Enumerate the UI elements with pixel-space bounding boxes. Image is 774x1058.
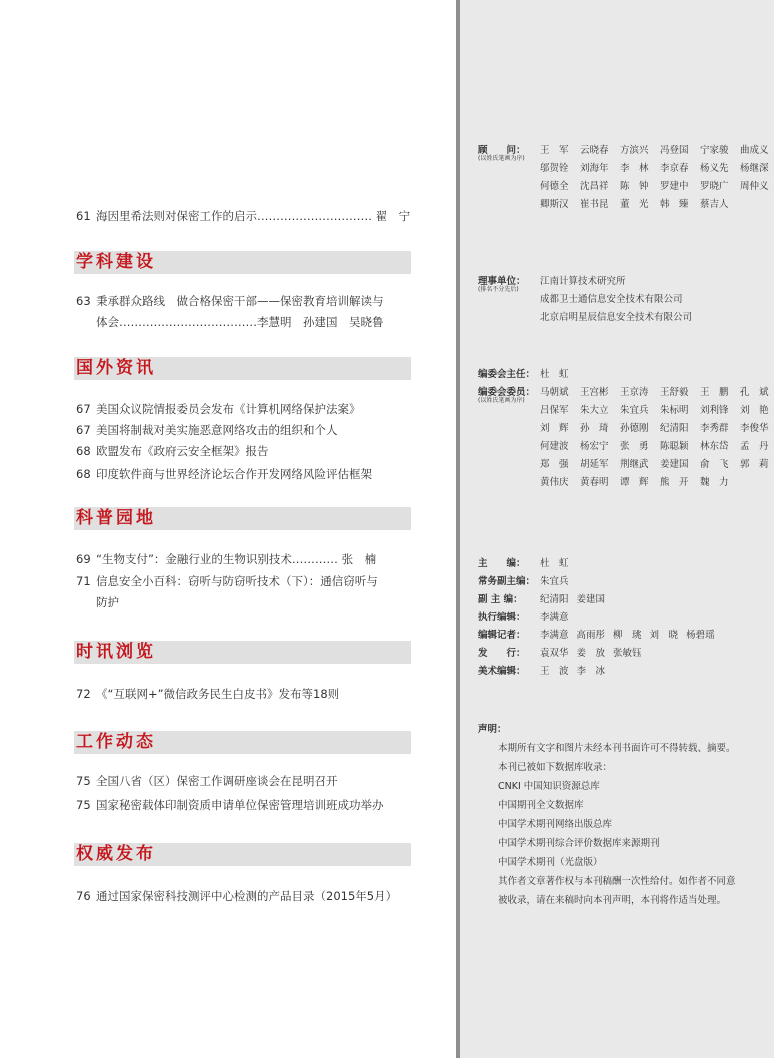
staff-names <box>540 573 774 591</box>
advisor-name: 何德全 <box>540 181 569 192</box>
notice-paragraph: 其作者文章著作权与本刊稿酬一次性给付。如作者不同意被收录，请在来稿时向本刊声明，本刊将作适当处理。 <box>498 876 736 906</box>
staff-name: 纪清阳 <box>540 594 569 605</box>
staff-name: 袁双华 <box>540 648 569 659</box>
board-members-list <box>540 384 774 492</box>
staff-row <box>478 663 774 681</box>
section-header: 国外资讯 <box>74 357 411 380</box>
staff-role-label: 常务副主编： <box>478 576 536 587</box>
advisor-name: 卿斯汉 <box>540 199 569 210</box>
advisor-name: 罗建中 <box>660 181 689 192</box>
section-header: 学科建设 <box>74 251 411 274</box>
advisor-name: 董 光 <box>620 199 649 210</box>
advisor-name: 宁家骏 <box>700 145 729 156</box>
board-member-name: 王舒毅 <box>660 387 689 398</box>
council-label: 理事单位： <box>478 276 526 287</box>
advisor-name: 李京春 <box>660 163 689 174</box>
staff-name: 李 冰 <box>576 666 606 677</box>
staff-name: 柳 珧 <box>613 630 642 641</box>
advisor-name: 韩 臻 <box>660 199 689 210</box>
staff-block <box>478 555 774 681</box>
database-item: 中国学术期刊（光盘版） <box>498 857 603 868</box>
board-member-name: 林东岱 <box>700 441 729 452</box>
board-member-name: 朱宜兵 <box>620 405 649 416</box>
section-header: 时讯浏览 <box>74 641 411 664</box>
staff-name: 高雨彤 <box>576 630 606 641</box>
advisor-name: 王 军 <box>540 145 569 156</box>
database-item: CNKI 中国知识资源总库 <box>498 781 600 792</box>
board-member-name: 王宫彬 <box>580 387 609 398</box>
staff-row <box>478 609 774 627</box>
advisor-name: 冯登国 <box>660 145 689 156</box>
board-member-name: 孙德刚 <box>620 423 649 434</box>
board-member-name: 刘利锋 <box>700 405 729 416</box>
board-director-label: 编委会主任： <box>478 369 536 380</box>
council-organization: 成都卫士通信息安全技术有限公司 <box>540 294 683 305</box>
board-member-name: 谭 辉 <box>620 477 649 488</box>
advisor-name: 方滨兴 <box>620 145 649 156</box>
staff-role-label: 执行编辑： <box>478 612 526 623</box>
board-member-name: 杨宏宁 <box>580 441 609 452</box>
advisor-name: 沈昌祥 <box>580 181 609 192</box>
board-members-label: 编委会委员： <box>478 387 536 398</box>
board-director-name: 杜 虹 <box>540 369 569 380</box>
board-member-name: 张 勇 <box>620 441 649 452</box>
toc-entry[interactable]: 68 欧盟发布《政府云安全框架》报告 <box>76 444 269 458</box>
staff-name: 张敏钰 <box>613 648 642 659</box>
board-block <box>478 366 774 492</box>
staff-names <box>540 609 774 627</box>
staff-name: 王 波 <box>540 666 569 677</box>
staff-row <box>478 627 774 645</box>
staff-role-label: 主 编： <box>478 558 526 569</box>
board-member-name: 刘 艳 <box>740 405 769 416</box>
staff-row <box>478 645 774 663</box>
advisor-name: 云晓春 <box>580 145 609 156</box>
staff-names <box>540 555 774 573</box>
advisor-name: 杨继深 <box>740 163 769 174</box>
staff-name: 杜 虹 <box>540 558 569 569</box>
advisor-name: 周仲义 <box>740 181 769 192</box>
staff-row <box>478 555 774 573</box>
board-member-name: 荆继武 <box>620 459 649 470</box>
advisor-name: 陈 钟 <box>620 181 649 192</box>
database-item: 中国学术期刊网络出版总库 <box>498 819 613 830</box>
staff-names <box>540 663 774 681</box>
board-member-name: 朱标明 <box>660 405 689 416</box>
council-organization: 北京启明星辰信息安全技术有限公司 <box>540 312 693 323</box>
staff-name: 姜建国 <box>576 594 606 605</box>
board-member-name: 郭 莉 <box>740 459 769 470</box>
board-member-name: 李秀群 <box>700 423 729 434</box>
advisors-block <box>478 142 774 214</box>
staff-name: 朱宜兵 <box>540 576 569 587</box>
advisors-list <box>540 142 774 214</box>
staff-row <box>478 591 774 609</box>
database-item: 中国期刊全文数据库 <box>498 800 584 811</box>
toc-entry[interactable]: 67 美国将制裁对美实施恶意网络攻击的组织和个人 <box>76 423 338 437</box>
section-header: 工作动态 <box>74 731 411 754</box>
advisor-name: 罗晓广 <box>700 181 729 192</box>
notice-paragraph: 本期所有文字和图片未经本刊书面许可不得转载、摘要。 <box>498 743 736 754</box>
council-list <box>540 273 692 327</box>
advisors-label: 顾 问： <box>478 145 526 156</box>
staff-names <box>540 627 774 645</box>
notice-title: 声明： <box>478 724 507 735</box>
toc-entry[interactable]: 63 秉承群众路线 做合格保密干部——保密教育培训解读与 体会………………………………李慧明 孙建国 吴晓鲁 <box>76 294 384 329</box>
board-member-name: 郑 强 <box>540 459 569 470</box>
section-header: 科普园地 <box>74 507 411 530</box>
database-item: 中国学术期刊综合评价数据库来源期刊 <box>498 838 660 849</box>
board-member-name: 纪清阳 <box>660 423 689 434</box>
board-members-note: (以姓氏笔画为序) <box>478 397 525 404</box>
advisor-name: 杨义先 <box>700 163 729 174</box>
board-member-name: 俞 飞 <box>700 459 729 470</box>
advisor-name: 蔡吉人 <box>700 199 729 210</box>
staff-name: 李满意 <box>540 612 569 623</box>
board-member-name: 熊 开 <box>660 477 689 488</box>
advisor-name: 曲成义 <box>740 145 769 156</box>
staff-row <box>478 573 774 591</box>
toc-entry[interactable]: 72 《“互联网+”微信政务民生白皮书》发布等18则 <box>76 687 340 701</box>
board-member-name: 李俊华 <box>740 423 769 434</box>
board-member-name: 何建波 <box>540 441 569 452</box>
council-note: (排名不分先后) <box>478 286 519 293</box>
toc-entry[interactable]: 76 通过国家保密科技测评中心检测的产品目录（2015年5月） <box>76 889 398 903</box>
board-member-name: 陈聪颖 <box>660 441 689 452</box>
staff-role-label: 发 行： <box>478 648 526 659</box>
board-member-name: 王 鹏 <box>700 387 729 398</box>
database-list <box>478 777 740 872</box>
toc-entry[interactable]: 68 印度软件商与世界经济论坛合作开发网络风险评估框架 <box>76 467 372 481</box>
staff-role-label: 副 主 编： <box>478 594 523 605</box>
advisor-name: 崔书昆 <box>580 199 609 210</box>
board-member-name: 朱大立 <box>580 405 609 416</box>
board-member-name: 魏 力 <box>700 477 729 488</box>
board-member-name: 黄伟庆 <box>540 477 569 488</box>
council-organization: 江南计算技术研究所 <box>540 276 626 287</box>
board-member-name: 孔 斌 <box>740 387 769 398</box>
staff-name: 刘 晓 <box>649 630 679 641</box>
board-member-name: 吕保军 <box>540 405 569 416</box>
staff-name: 杨碧瑶 <box>686 630 715 641</box>
board-member-name: 姜建国 <box>660 459 689 470</box>
toc-entry[interactable]: 75 全国八省（区）保密工作调研座谈会在昆明召开 <box>76 774 338 788</box>
staff-names <box>540 591 774 609</box>
toc-entry[interactable]: 71 信息安全小百科：窃听与防窃听技术（下）：通信窃听与 防护 <box>76 574 378 609</box>
advisor-name: 李 林 <box>620 163 649 174</box>
staff-names <box>540 645 774 663</box>
board-member-name: 胡延军 <box>580 459 609 470</box>
toc-entry[interactable]: 69 “生物支付”：金融行业的生物识别技术………… 张 楠 <box>76 552 377 566</box>
board-member-name: 黄春明 <box>580 477 609 488</box>
staff-role-label: 美术编辑： <box>478 666 526 677</box>
copyright-notice <box>478 720 740 910</box>
toc-entry[interactable]: 75 国家秘密载体印制资质申请单位保密管理培训班成功举办 <box>76 798 384 812</box>
council-block <box>478 273 692 327</box>
section-header: 权威发布 <box>74 843 411 866</box>
toc-entry[interactable]: 67 美国众议院情报委员会发布《计算机网络保护法案》 <box>76 402 361 416</box>
board-member-name: 孙 琦 <box>580 423 609 434</box>
staff-name: 李满意 <box>540 630 569 641</box>
board-member-name: 王京涛 <box>620 387 649 398</box>
advisor-name: 刘海年 <box>580 163 609 174</box>
staff-role-label: 编辑记者： <box>478 630 526 641</box>
board-member-name: 孟 丹 <box>740 441 769 452</box>
advisors-note: (以姓氏笔画为序) <box>478 155 525 162</box>
toc-entry[interactable]: 61 海因里希法则对保密工作的启示………………………… 翟 宁 <box>76 209 411 223</box>
advisor-name: 邬贺铨 <box>540 163 569 174</box>
notice-paragraph: 本刊已被如下数据库收录： <box>498 762 613 773</box>
board-member-name: 马朝斌 <box>540 387 569 398</box>
board-member-name: 刘 辉 <box>540 423 569 434</box>
staff-name: 姜 放 <box>576 648 606 659</box>
